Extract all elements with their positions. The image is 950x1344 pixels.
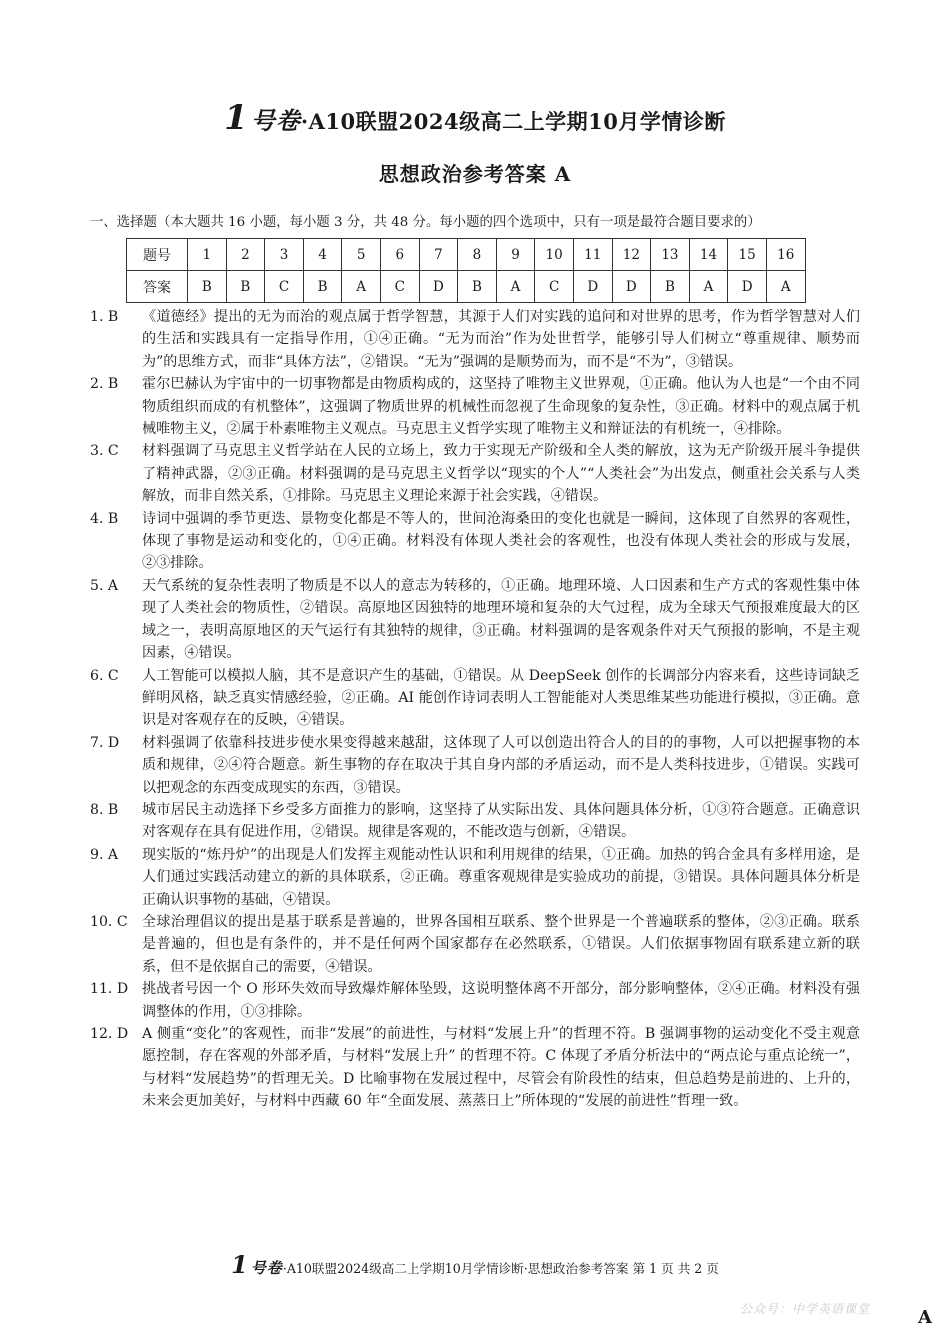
item-text: 全球治理倡议的提出是基于联系是普遍的，世界各国相互联系、整个世界是一个普遍联系的整体，②③正确。联系是普遍的，但也是有条件的，并不是任何两个国家都存在必然联系，①错误。人们依据事物固有联系建立新的联系，但不是依据自己的需要，④错误。 (142, 913, 860, 975)
list-item (90, 373, 860, 440)
answer-cell: C (535, 271, 574, 303)
question-number: 3 (265, 239, 304, 271)
item-number: 10. C (90, 913, 128, 930)
item-text: 人工智能可以模拟人脑，其不是意识产生的基础，①错误。从 DeepSeek 创作的长调部分内容来看，这些诗词缺乏鲜明风格，缺乏真实情感经验，②正确。AI 能创作诗词表明人工智能能对人类思维某些功能进行模拟，③正确。意识是对客观存在的反映，④错误。 (142, 667, 860, 729)
answer-cell: A (342, 271, 381, 303)
item-text: 《道德经》提出的无为而治的观点属于哲学智慧，其源于人们对实践的追问和对世界的思考，作为哲学智慧对人们的生活和实践具有一定指导作用，①④正确。“无为而治”作为处世哲学，能够引导人们树立“尊重规律、顺势而为”的思维方式，而非“具体方法”，②错误。“无为”强调的是顺势而为，而不是“不为”，③错误。 (142, 309, 860, 370)
question-number: 15 (728, 239, 767, 271)
list-item (90, 575, 860, 665)
item-number: 7. D (90, 734, 120, 751)
item-number: 4. B (90, 510, 119, 527)
question-number: 14 (689, 239, 728, 271)
question-number: 2 (226, 239, 265, 271)
question-number: 11 (573, 239, 612, 271)
question-number: 9 (496, 239, 535, 271)
list-item (90, 911, 860, 978)
item-text: 挑战者号因一个 O 形环失效而导致爆炸解体坠毁，这说明整体离不开部分，部分影响整体，②④正确。材料没有强调整体的作用，①③排除。 (142, 981, 860, 1020)
item-number: 6. C (90, 667, 119, 684)
question-number: 8 (458, 239, 497, 271)
list-item (90, 732, 860, 799)
answer-table (126, 238, 806, 303)
answer-cell: D (419, 271, 458, 303)
answer-cell: A (689, 271, 728, 303)
explanation-list (90, 306, 860, 1113)
answer-cell: D (612, 271, 651, 303)
brand-logo: 1号卷 (224, 98, 301, 138)
item-text: 霍尔巴赫认为宇宙中的一切事物都是由物质构成的，这坚持了唯物主义世界观，①正确。他认为人也是“一个由不同物质组织而成的有机整体”，这强调了物质世界的机械性而忽视了生命现象的复杂性，③正确。材料中的观点属于机械唯物主义，②属于朴素唯物主义观点。马克思主义哲学实现了唯物主义和辩证法的有机统一，④排除。 (142, 376, 860, 438)
question-number: 10 (535, 239, 574, 271)
footer-brand-logo: 1 号卷 (231, 1250, 283, 1279)
item-number: 2. B (90, 376, 119, 393)
list-item (90, 306, 860, 373)
item-number: 3. C (90, 443, 119, 460)
footer-text: ·A10联盟2024级高二上学期10月学情诊断·思想政治参考答案 第 1 页 共 2 页 (282, 1261, 719, 1276)
item-text: 材料强调了马克思主义哲学站在人民的立场上，致力于实现无产阶级和全人类的解放，这为无产阶级开展斗争提供了精神武器，②③正确。材料强调的是马克思主义哲学以“现实的个人”“人类社会”为出发点，侧重社会关系与人类解放，而非自然关系，①排除。马克思主义理论来源于社会实践，④错误。 (142, 443, 860, 505)
item-text: 材料强调了依靠科技进步使水果变得越来越甜，这体现了人可以创造出符合人的目的的事物，人可以把握事物的本质和规律，②④符合题意。新生事物的存在取决于其自身内部的矛盾运动，而不是人类科技进步，①错误。实践可以把观念的东西变成现实的东西，③错误。 (142, 734, 860, 796)
header-title: ·A10联盟2024级高二上学期10月学情诊断 (300, 109, 726, 134)
question-number: 6 (380, 239, 419, 271)
item-number: 9. A (90, 846, 119, 863)
question-number: 12 (612, 239, 651, 271)
answer-cell: B (226, 271, 265, 303)
answer-cell: A (766, 271, 805, 303)
list-item (90, 440, 860, 507)
question-number: 16 (766, 239, 805, 271)
answer-cell: A (496, 271, 535, 303)
item-text: A 侧重“变化”的客观性，而非“发展”的前进性，与材料“发展上升”的哲理不符。B 强调事物的运动变化不受主观意愿控制，存在客观的外部矛盾，与材料“发展上升” 的哲理不符。C 体现了矛盾分析法中的“两点论与重点论统一”，与材料“发展趋势”的哲理无关。D 比喻事物在发展过程中，尽管会有阶段性的结束，但总趋势是前进的、上升的，未来会更加美好，与材料中西藏 60 年“全面发展、蒸蒸日上”所体现的“发展的前进性”哲理一致。 (142, 1026, 860, 1110)
item-text: 现实版的“炼丹炉”的出现是人们发挥主观能动性认识和利用规律的结果，①正确。加热的钨合金具有多样用途，是人们通过实践活动建立的新的具体联系，②正确。尊重客观规律是实验成功的前提，③错误。具体问题具体分析是正确认识事物的基础，④错误。 (142, 846, 860, 908)
row-label-question: 题号 (127, 239, 188, 271)
list-item (90, 799, 860, 844)
list-item (90, 508, 860, 575)
question-number-row (127, 239, 806, 271)
answer-cell: D (728, 271, 767, 303)
watermark: 公众号：中学英语课堂 (739, 1302, 870, 1316)
document-subtitle: 思想政治参考答案 A (378, 162, 572, 186)
question-number: 13 (651, 239, 690, 271)
item-number: 8. B (90, 801, 119, 818)
item-text: 天气系统的复杂性表明了物质是不以人的意志为转移的，①正确。地理环境、人口因素和生产方式的客观性集中体现了人类社会的物质性，②错误。高原地区因独特的地理环境和复杂的大气过程，成为全球天气预报难度最大的区域之一，表明高原地区的天气运行有其独特的规律，③正确。材料强调的是客观条件对天气预报的影响，不是主观因素，④错误。 (142, 577, 860, 662)
answer-cell: B (651, 271, 690, 303)
list-item (90, 844, 860, 911)
answer-cell: B (303, 271, 342, 303)
row-label-answer: 答案 (127, 271, 188, 303)
document-header (0, 98, 950, 138)
section-title: 一、选择题（本大题共 16 小题，每小题 3 分，共 48 分。每小题的四个选项中，只有一项是最符合题目要求的） (90, 215, 761, 230)
answer-cell: D (573, 271, 612, 303)
question-number: 7 (419, 239, 458, 271)
question-number: 5 (342, 239, 381, 271)
answer-cell: C (380, 271, 419, 303)
item-number: 1. B (90, 309, 119, 325)
list-item (90, 978, 860, 1023)
question-number: 4 (303, 239, 342, 271)
list-item (90, 665, 860, 732)
item-text: 诗词中强调的季节更迭、景物变化都是不等人的，世间沧海桑田的变化也就是一瞬间，这体现了自然界的客观性，体现了事物是运动和变化的，①④正确。材料没有体现人类社会的客观性，也没有体现人类社会的形成与发展，②③排除。 (142, 510, 860, 572)
item-number: 5. A (90, 577, 119, 594)
corner-letter: A (918, 1307, 932, 1328)
item-number: 12. D (90, 1026, 129, 1042)
list-item (90, 1023, 860, 1113)
page-footer (0, 1250, 950, 1279)
answer-row (127, 271, 806, 303)
answer-cell: B (188, 271, 227, 303)
answer-cell: C (265, 271, 304, 303)
answer-cell: B (458, 271, 497, 303)
question-number: 1 (188, 239, 227, 271)
item-number: 11. D (90, 981, 129, 998)
item-text: 城市居民主动选择下乡受多方面推力的影响，这坚持了从实际出发、具体问题具体分析，①③符合题意。正确意识对客观存在具有促进作用，②错误。规律是客观的，不能改造与创新，④错误。 (142, 801, 860, 841)
